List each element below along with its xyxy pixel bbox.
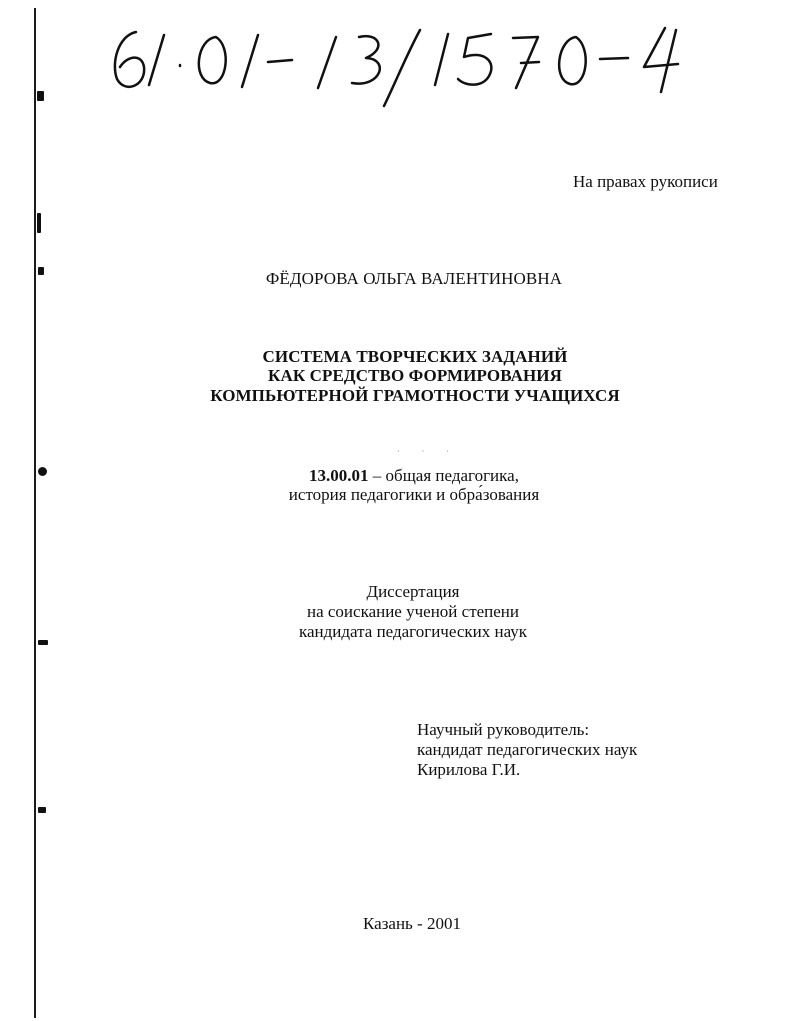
supervisor-degree: кандидат педагогических наук (417, 740, 638, 759)
dissertation-title-line: СИСТЕМА ТВОРЧЕСКИХ ЗАДАНИЙ (262, 347, 568, 366)
binding-mark (37, 213, 41, 233)
rights-note: На правах рукописи (573, 172, 718, 191)
handwritten-catalog-number-drawing (108, 12, 698, 104)
binding-mark (37, 91, 44, 101)
author-name: ФЁДОРОВА ОЛЬГА ВАЛЕНТИНОВНА (265, 269, 563, 288)
binding-mark (38, 267, 44, 275)
supervisor-name: Кирилова Г.И. (417, 760, 521, 779)
scan-speckles: · · · (397, 447, 459, 456)
binding-mark (38, 467, 47, 476)
supervisor-label: Научный руководитель: (417, 720, 590, 739)
specialty-code-line (309, 467, 519, 486)
specialty-description: – общая педагогика, (368, 466, 519, 485)
binding-mark (38, 807, 46, 813)
binding-mark (38, 640, 48, 645)
specialty-code: 13.00.01 (309, 466, 369, 485)
place-and-year: Казань - 2001 (363, 914, 461, 933)
dissertation-title-line: КАК СРЕДСТВО ФОРМИРОВАНИЯ (268, 366, 562, 385)
degree-purpose: на соискание ученой степени (306, 602, 520, 621)
degree-name: кандидата педагогических наук (298, 622, 528, 641)
degree-document-type: Диссертация (366, 582, 460, 601)
specialty-description-continuation: история педагогики и обра́зования (288, 485, 540, 504)
dissertation-title-line: КОМПЬЮТЕРНОЙ ГРАМОТНОСТИ УЧАЩИХСЯ (210, 386, 620, 405)
scan-edge-line (34, 8, 36, 1018)
handwritten-catalog-number (108, 12, 698, 104)
